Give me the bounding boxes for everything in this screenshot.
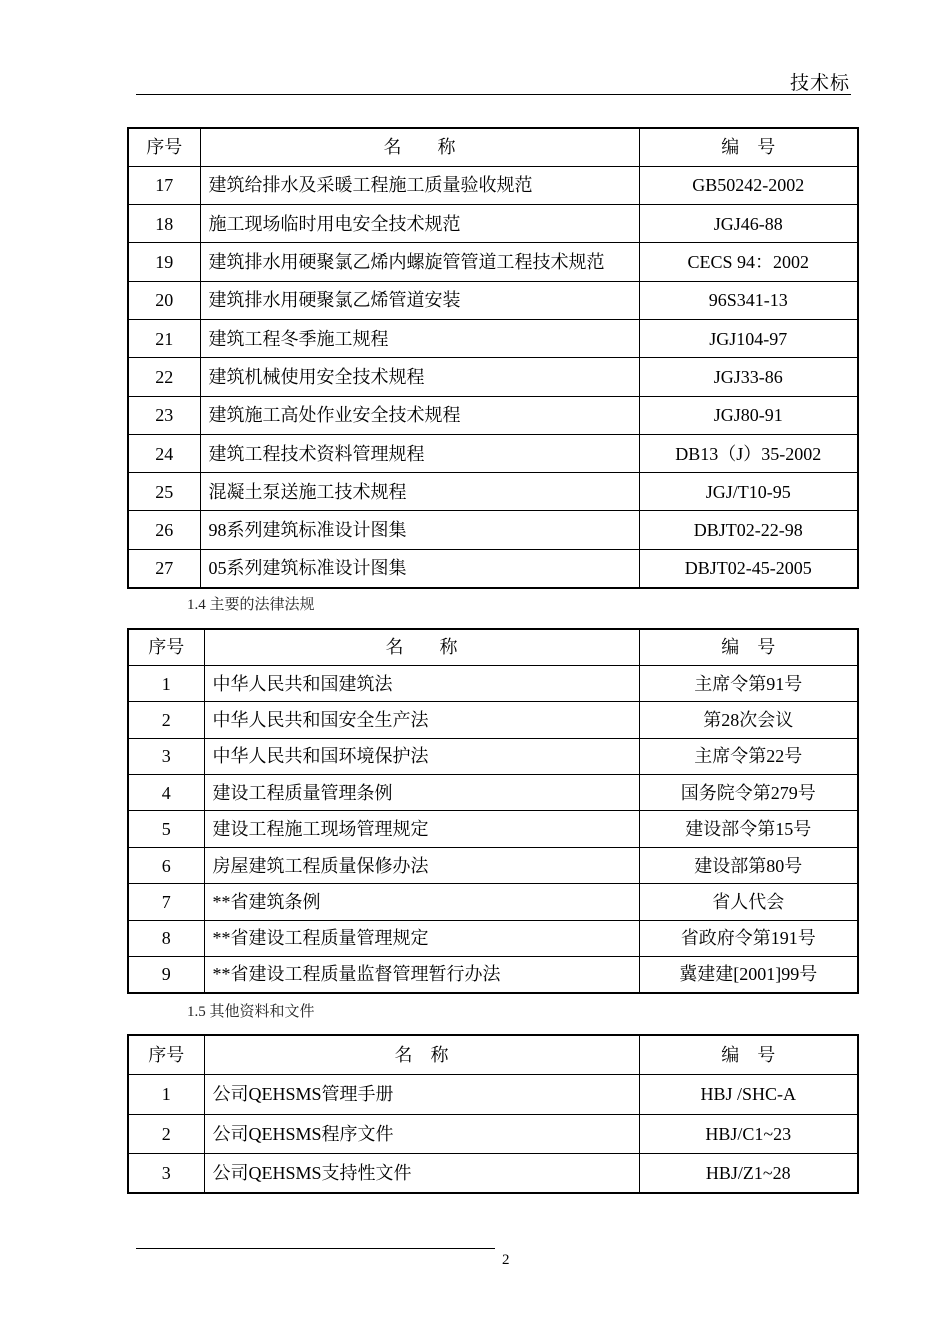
cell-name: 建筑排水用硬聚氯乙烯内螺旋管管道工程技术规范	[200, 243, 639, 281]
table-row	[128, 957, 858, 993]
cell-number: 26	[128, 511, 200, 549]
cell-code: 省人代会	[639, 884, 858, 920]
table-row	[128, 358, 858, 396]
table-row	[128, 396, 858, 434]
table-header-row	[128, 629, 858, 665]
cell-code: 主席令第22号	[639, 738, 858, 774]
cell-name: 中华人民共和国安全生产法	[204, 702, 639, 738]
cell-number: 18	[128, 205, 200, 243]
column-header-name: 名 称	[204, 629, 639, 665]
header-rule	[136, 94, 851, 95]
cell-code: DB13（J）35-2002	[639, 434, 858, 472]
section-caption-laws: 1.4 主要的法律法规	[187, 597, 315, 613]
cell-name: 建设工程质量管理条例	[204, 775, 639, 811]
table-row	[128, 243, 858, 281]
cell-name: 98系列建筑标准设计图集	[200, 511, 639, 549]
column-header-name: 名 称	[200, 128, 639, 166]
table-row	[128, 665, 858, 701]
cell-code: HBJ/C1~23	[639, 1114, 858, 1154]
column-header-number: 序号	[128, 629, 204, 665]
header-title: 技术标	[789, 73, 850, 94]
table-row	[128, 434, 858, 472]
table-row	[128, 811, 858, 847]
column-header-name: 名 称	[204, 1035, 639, 1075]
cell-name: 建筑机械使用安全技术规程	[200, 358, 639, 396]
cell-number: 21	[128, 319, 200, 357]
cell-name: 05系列建筑标准设计图集	[200, 549, 639, 587]
cell-code: GB50242-2002	[639, 166, 858, 204]
other-documents-table	[127, 1034, 859, 1194]
cell-name: **省建筑条例	[204, 884, 639, 920]
cell-code: 国务院令第279号	[639, 775, 858, 811]
cell-code: 省政府令第191号	[639, 920, 858, 956]
footer-rule	[136, 1248, 495, 1249]
table-row	[128, 847, 858, 883]
cell-code: 主席令第91号	[639, 665, 858, 701]
cell-code: HBJ/Z1~28	[639, 1154, 858, 1194]
cell-code: DBJT02-22-98	[639, 511, 858, 549]
table-row	[128, 920, 858, 956]
cell-number: 1	[128, 1075, 204, 1115]
cell-number: 7	[128, 884, 204, 920]
cell-number: 2	[128, 1114, 204, 1154]
table-row	[128, 166, 858, 204]
cell-code: JGJ46-88	[639, 205, 858, 243]
cell-number: 4	[128, 775, 204, 811]
cell-number: 8	[128, 920, 204, 956]
table-row	[128, 702, 858, 738]
table-row	[128, 319, 858, 357]
cell-number: 22	[128, 358, 200, 396]
cell-number: 20	[128, 281, 200, 319]
table-row	[128, 884, 858, 920]
cell-name: 中华人民共和国建筑法	[204, 665, 639, 701]
cell-number: 17	[128, 166, 200, 204]
table-row	[128, 473, 858, 511]
column-header-code: 编 号	[639, 128, 858, 166]
cell-name: 公司QEHSMS程序文件	[204, 1114, 639, 1154]
cell-name: 建筑给排水及采暖工程施工质量验收规范	[200, 166, 639, 204]
cell-name: 建设工程施工现场管理规定	[204, 811, 639, 847]
cell-number: 5	[128, 811, 204, 847]
table-row	[128, 1154, 858, 1194]
column-header-number: 序号	[128, 1035, 204, 1075]
cell-number: 27	[128, 549, 200, 587]
cell-code: 建设部令第15号	[639, 811, 858, 847]
cell-code: 冀建建[2001]99号	[639, 957, 858, 993]
cell-code: JGJ33-86	[639, 358, 858, 396]
cell-name: 公司QEHSMS管理手册	[204, 1075, 639, 1115]
table-row	[128, 1114, 858, 1154]
table-row	[128, 205, 858, 243]
cell-code: CECS 94：2002	[639, 243, 858, 281]
column-header-number: 序号	[128, 128, 200, 166]
cell-name: 公司QEHSMS支持性文件	[204, 1154, 639, 1194]
cell-code: DBJT02-45-2005	[639, 549, 858, 587]
cell-number: 19	[128, 243, 200, 281]
cell-number: 24	[128, 434, 200, 472]
table-row	[128, 281, 858, 319]
page-number: 2	[502, 1252, 510, 1268]
table-row	[128, 738, 858, 774]
cell-name: 建筑排水用硬聚氯乙烯管道安装	[200, 281, 639, 319]
cell-name: **省建设工程质量监督管理暂行办法	[204, 957, 639, 993]
cell-number: 6	[128, 847, 204, 883]
cell-number: 25	[128, 473, 200, 511]
laws-table	[127, 628, 859, 994]
cell-code: JGJ80-91	[639, 396, 858, 434]
column-header-code: 编 号	[639, 629, 858, 665]
column-header-code: 编 号	[639, 1035, 858, 1075]
cell-name: 建筑工程冬季施工规程	[200, 319, 639, 357]
standards-table	[127, 127, 859, 589]
table-header-row	[128, 1035, 858, 1075]
table-row	[128, 775, 858, 811]
table-header-row	[128, 128, 858, 166]
cell-name: 建筑工程技术资料管理规程	[200, 434, 639, 472]
cell-number: 23	[128, 396, 200, 434]
cell-number: 9	[128, 957, 204, 993]
cell-name: 混凝土泵送施工技术规程	[200, 473, 639, 511]
cell-name: 施工现场临时用电安全技术规范	[200, 205, 639, 243]
cell-number: 3	[128, 738, 204, 774]
cell-name: 建筑施工高处作业安全技术规程	[200, 396, 639, 434]
cell-number: 2	[128, 702, 204, 738]
section-caption-other-documents: 1.5 其他资料和文件	[187, 1004, 315, 1020]
cell-name: **省建设工程质量管理规定	[204, 920, 639, 956]
cell-name: 中华人民共和国环境保护法	[204, 738, 639, 774]
cell-code: JGJ104-97	[639, 319, 858, 357]
cell-code: 第28次会议	[639, 702, 858, 738]
cell-name: 房屋建筑工程质量保修办法	[204, 847, 639, 883]
cell-code: 建设部第80号	[639, 847, 858, 883]
cell-code: HBJ /SHC-A	[639, 1075, 858, 1115]
table-row	[128, 1075, 858, 1115]
table-row	[128, 549, 858, 587]
cell-number: 3	[128, 1154, 204, 1194]
table-row	[128, 511, 858, 549]
cell-code: 96S341-13	[639, 281, 858, 319]
cell-code: JGJ/T10-95	[639, 473, 858, 511]
cell-number: 1	[128, 665, 204, 701]
